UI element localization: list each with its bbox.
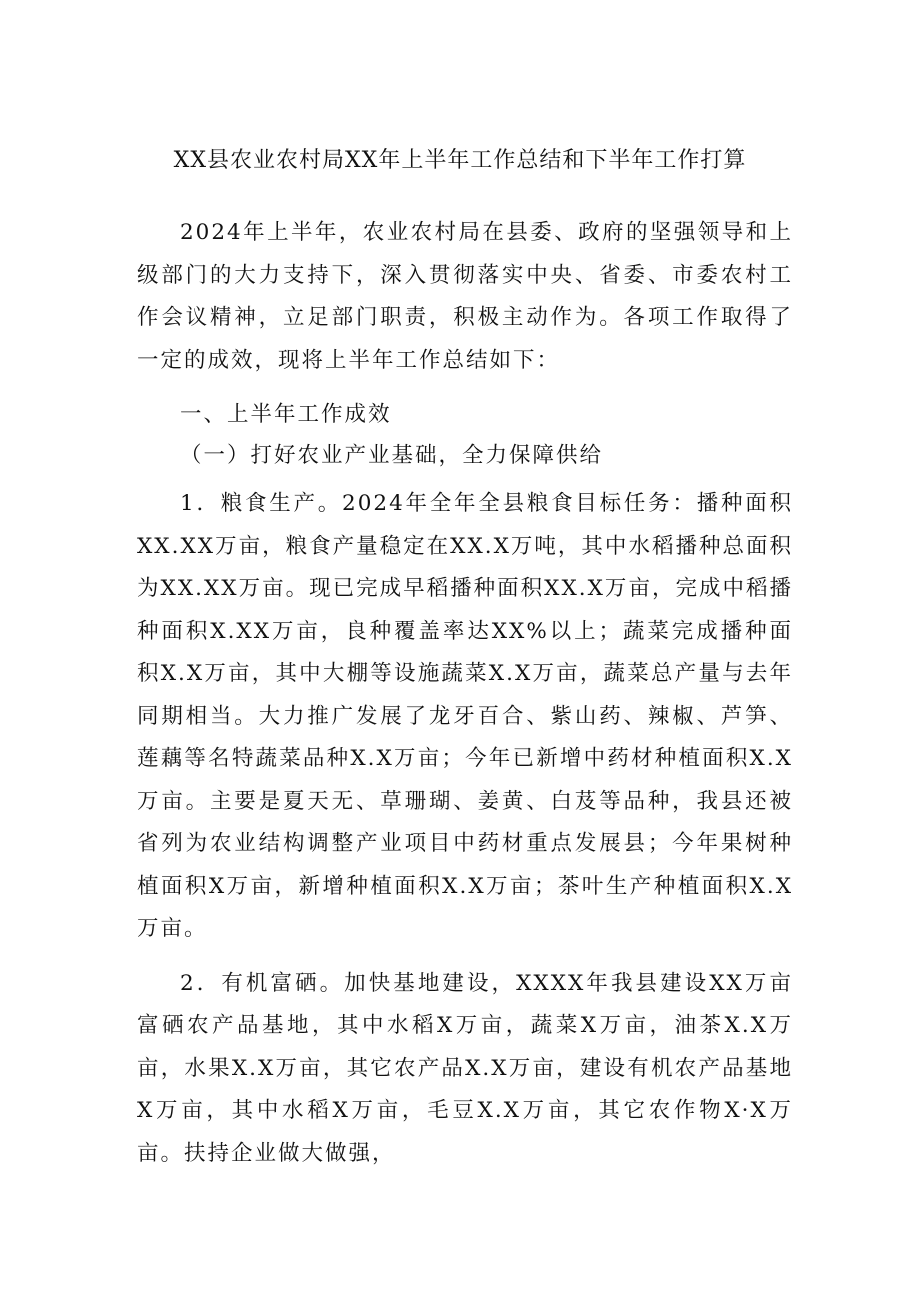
document-title: XX县农业农村局XX年上半年工作总结和下半年工作打算 [173,148,747,173]
subsection-heading: （一）打好农业产业基础，全力保障供给 [180,442,604,468]
section-heading: 一、上半年工作成效 [180,402,392,427]
intro-paragraph: 2024年上半年，农业农村局在县委、政府的坚强领导和上级部门的大力支持下，深入贯彻落实中央、省委、市委农村工作会议精神，立足部门职责，积极主动作为。各项工作取得了一定的成效，现将上半年工作总结如下： [137,220,793,373]
document-body [137,212,793,1175]
item-organic-selenium: 2．有机富硒。加快基地建设，XXXX年我县建设XX万亩富硒农产品基地，其中水稻X万亩，蔬菜X万亩，油茶X.X万亩，水果X.X万亩，其它农产品X.X万亩，建设有机农产品基地X万亩，其中水稻X万亩，毛豆X.X万亩，其它农作物X·X万亩。扶持企业做大做强， [137,970,793,1166]
item-grain-production: 1．粮食生产。2024年全年全县粮食目标任务：播种面积XX.XX万亩，粮食产量稳定在XX.X万吨，其中水稻播种总面积为XX.XX万亩。现已完成早稻播种面积XX.X万亩，完成中稻播种面积X.XX万亩，良种覆盖率达XX%以上；蔬菜完成播种面积X.X万亩，其中大棚等设施蔬菜X.X万亩，蔬菜总产量与去年同期相当。大力推广发展了龙牙百合、紫山药、辣椒、芦笋、莲藕等名特蔬菜品种X.X万亩；今年已新增中药材种植面积X.X万亩。主要是夏天无、草珊瑚、姜黄、白芨等品种，我县还被省列为农业结构调整产业项目中药材重点发展县；今年果树种植面积X万亩，新增种植面积X.X万亩；茶叶生产种植面积X.X万亩。 [137,491,793,941]
